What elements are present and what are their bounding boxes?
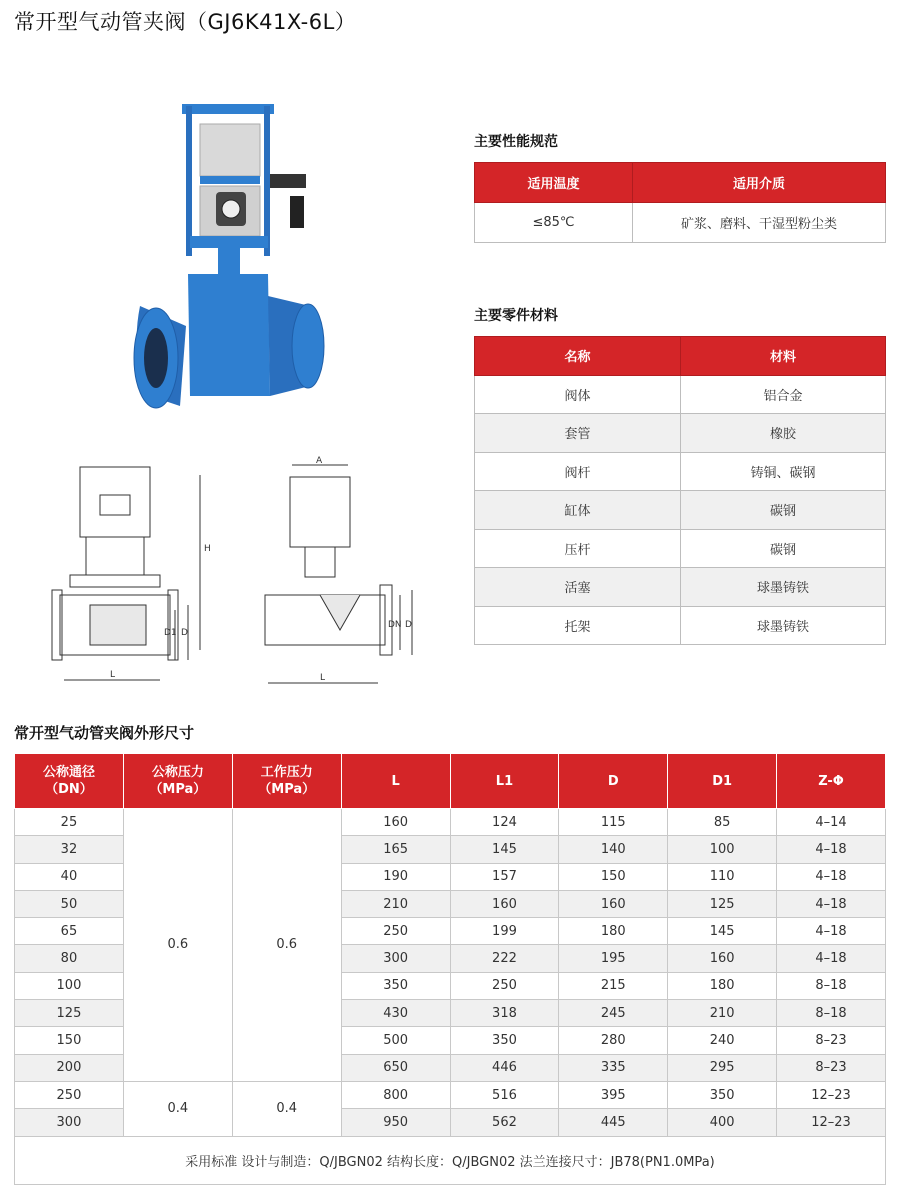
table-cell: 335 xyxy=(559,1054,668,1081)
table-cell: 124 xyxy=(450,809,559,836)
dn-cell: 100 xyxy=(15,972,124,999)
working-pressure-cell: 0.4 xyxy=(232,1081,341,1136)
dn-cell: 65 xyxy=(15,918,124,945)
part-name: 压杆 xyxy=(475,529,681,568)
table-cell: 240 xyxy=(668,1027,777,1054)
performance-table xyxy=(474,162,886,243)
performance-title: 主要性能规范 xyxy=(474,134,558,150)
table-cell: 446 xyxy=(450,1054,559,1081)
table-cell: 445 xyxy=(559,1109,668,1136)
table-cell: 4–14 xyxy=(777,809,886,836)
part-name: 缸体 xyxy=(475,491,681,530)
dn-cell: 150 xyxy=(15,1027,124,1054)
dn-cell: 200 xyxy=(15,1054,124,1081)
label-l1: L xyxy=(110,670,116,680)
table-cell: 8–18 xyxy=(777,1000,886,1027)
table-cell: 4–18 xyxy=(777,836,886,863)
medium-value: 矿浆、磨料、干湿型粉尘类 xyxy=(633,203,886,243)
table-cell: 516 xyxy=(450,1081,559,1108)
table-cell: 295 xyxy=(668,1054,777,1081)
header-l: L xyxy=(341,754,450,809)
dn-cell: 32 xyxy=(15,836,124,863)
table-cell: 8–23 xyxy=(777,1027,886,1054)
part-material: 橡胶 xyxy=(681,414,886,453)
table-cell: 210 xyxy=(341,890,450,917)
table-cell: 4–18 xyxy=(777,863,886,890)
part-name: 活塞 xyxy=(475,568,681,607)
part-material: 铸铜、碳钢 xyxy=(681,452,886,491)
table-cell: 215 xyxy=(559,972,668,999)
table-row xyxy=(15,809,886,836)
table-cell: 222 xyxy=(450,945,559,972)
table-cell: 300 xyxy=(341,945,450,972)
table-row xyxy=(15,1081,886,1108)
table-cell: 165 xyxy=(341,836,450,863)
part-material: 球墨铸铁 xyxy=(681,568,886,607)
table-cell: 650 xyxy=(341,1054,450,1081)
table-cell: 85 xyxy=(668,809,777,836)
table-cell: 4–18 xyxy=(777,890,886,917)
label-d-right: D xyxy=(405,620,412,630)
table-cell: 430 xyxy=(341,1000,450,1027)
part-name: 托架 xyxy=(475,606,681,645)
table-cell: 245 xyxy=(559,1000,668,1027)
table-cell: 195 xyxy=(559,945,668,972)
table-cell: 350 xyxy=(341,972,450,999)
part-material: 球墨铸铁 xyxy=(681,606,886,645)
table-cell: 199 xyxy=(450,918,559,945)
label-d: D xyxy=(181,628,188,638)
dn-cell: 80 xyxy=(15,945,124,972)
table-cell: 350 xyxy=(668,1081,777,1108)
table-cell: 150 xyxy=(559,863,668,890)
dn-cell: 40 xyxy=(15,863,124,890)
nominal-pressure-cell: 0.6 xyxy=(123,809,232,1082)
dimensions-table xyxy=(14,753,886,1185)
working-pressure-cell: 0.6 xyxy=(232,809,341,1082)
dn-cell: 125 xyxy=(15,1000,124,1027)
table-cell: 160 xyxy=(341,809,450,836)
part-material: 碳钢 xyxy=(681,529,886,568)
header-part-name: 名称 xyxy=(475,337,681,376)
dn-cell: 50 xyxy=(15,890,124,917)
table-cell: 160 xyxy=(559,890,668,917)
table-cell: 350 xyxy=(450,1027,559,1054)
table-cell: 157 xyxy=(450,863,559,890)
table-cell: 800 xyxy=(341,1081,450,1108)
table-cell: 280 xyxy=(559,1027,668,1054)
table-cell: 500 xyxy=(341,1027,450,1054)
table-cell: 395 xyxy=(559,1081,668,1108)
materials-table xyxy=(474,336,886,645)
table-cell: 12–23 xyxy=(777,1109,886,1136)
table-cell: 4–18 xyxy=(777,918,886,945)
table-cell: 8–18 xyxy=(777,972,886,999)
table-cell: 140 xyxy=(559,836,668,863)
header-medium: 适用介质 xyxy=(633,163,886,203)
materials-title: 主要零件材料 xyxy=(474,308,558,324)
label-l2: L xyxy=(320,673,326,683)
table-cell: 250 xyxy=(450,972,559,999)
header-nominal-pressure: 公称压力 （MPa） xyxy=(123,754,232,809)
dn-cell: 25 xyxy=(15,809,124,836)
table-cell: 160 xyxy=(450,890,559,917)
header-l1: L1 xyxy=(450,754,559,809)
header-z-phi: Z-Φ xyxy=(777,754,886,809)
header-d1: D1 xyxy=(668,754,777,809)
part-name: 阀杆 xyxy=(475,452,681,491)
temperature-value: ≤85℃ xyxy=(475,203,633,243)
header-material: 材料 xyxy=(681,337,886,376)
table-cell: 318 xyxy=(450,1000,559,1027)
header-temperature: 适用温度 xyxy=(475,163,633,203)
table-cell: 250 xyxy=(341,918,450,945)
table-cell: 562 xyxy=(450,1109,559,1136)
table-cell: 115 xyxy=(559,809,668,836)
table-cell: 100 xyxy=(668,836,777,863)
table-cell: 180 xyxy=(668,972,777,999)
table-cell: 12–23 xyxy=(777,1081,886,1108)
dn-cell: 250 xyxy=(15,1081,124,1108)
technical-drawing xyxy=(40,455,440,700)
table-cell: 110 xyxy=(668,863,777,890)
table-cell: 8–23 xyxy=(777,1054,886,1081)
label-d1: D1 xyxy=(164,628,177,638)
label-dn: DN xyxy=(388,620,402,630)
label-h: H xyxy=(204,544,211,554)
valve-photo xyxy=(120,96,380,436)
table-cell: 210 xyxy=(668,1000,777,1027)
header-working-pressure: 工作压力 （MPa） xyxy=(232,754,341,809)
table-cell: 4–18 xyxy=(777,945,886,972)
nominal-pressure-cell: 0.4 xyxy=(123,1081,232,1136)
table-cell: 145 xyxy=(450,836,559,863)
table-cell: 180 xyxy=(559,918,668,945)
table-cell: 400 xyxy=(668,1109,777,1136)
header-d: D xyxy=(559,754,668,809)
part-name: 套管 xyxy=(475,414,681,453)
dn-cell: 300 xyxy=(15,1109,124,1136)
standards-footer: 采用标准 设计与制造：Q/JBGN02 结构长度：Q/JBGN02 法兰连接尺寸：JB78(PN1.0MPa) xyxy=(15,1136,886,1184)
page-title: 常开型气动管夹阀（GJ6K41X-6L） xyxy=(14,10,357,34)
table-cell: 190 xyxy=(341,863,450,890)
header-dn: 公称通径 （DN） xyxy=(15,754,124,809)
part-material: 铝合金 xyxy=(681,375,886,414)
table-cell: 160 xyxy=(668,945,777,972)
table-cell: 145 xyxy=(668,918,777,945)
table-cell: 125 xyxy=(668,890,777,917)
label-a: A xyxy=(316,456,323,466)
dimensions-title: 常开型气动管夹阀外形尺寸 xyxy=(14,724,195,742)
part-material: 碳钢 xyxy=(681,491,886,530)
part-name: 阀体 xyxy=(475,375,681,414)
table-cell: 950 xyxy=(341,1109,450,1136)
